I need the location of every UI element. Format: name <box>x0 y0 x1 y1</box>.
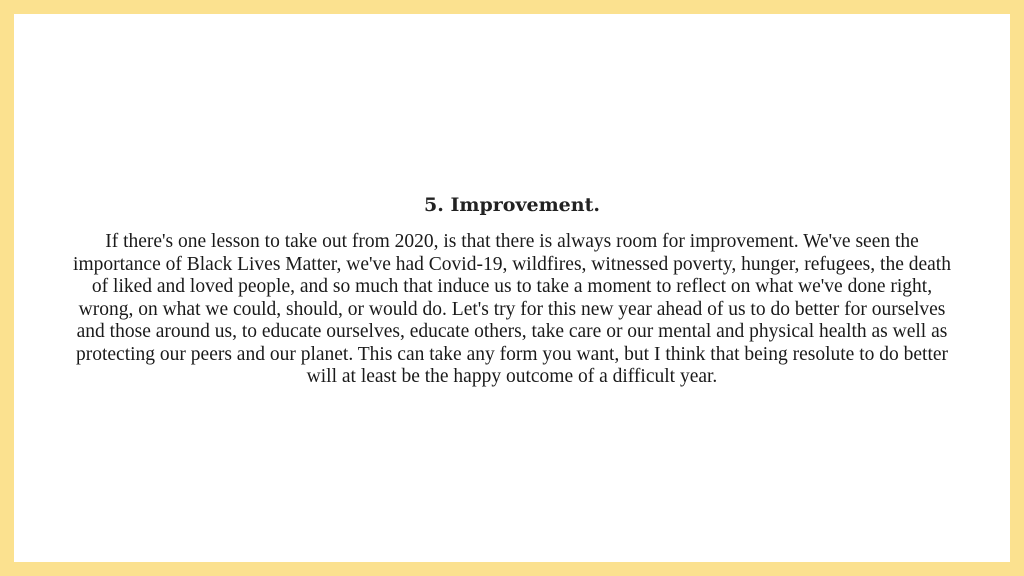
slide-body-text: If there's one lesson to take out from 2020, is that there is always room for improvement. We've seen the importance of Black Lives Matter, we've had Covid-19, wildfires, witnessed poverty, hunger, refugees, the death of liked and loved people, and so much that induce us to take a moment to reflect on what we've done right, wrong, on what we could, should, or would do. Let's try for this new year ahead of us to do better for ourselves and those around us, to educate ourselves, educate others, take care or our mental and physical health as well as protecting our peers and our planet. This can take any form you want, but I think that being resolute to do better will at least be the happy outcome of a difficult year. <box>73 231 951 387</box>
slide-title: 5. Improvement. <box>424 194 600 216</box>
slide-canvas <box>14 14 1010 562</box>
